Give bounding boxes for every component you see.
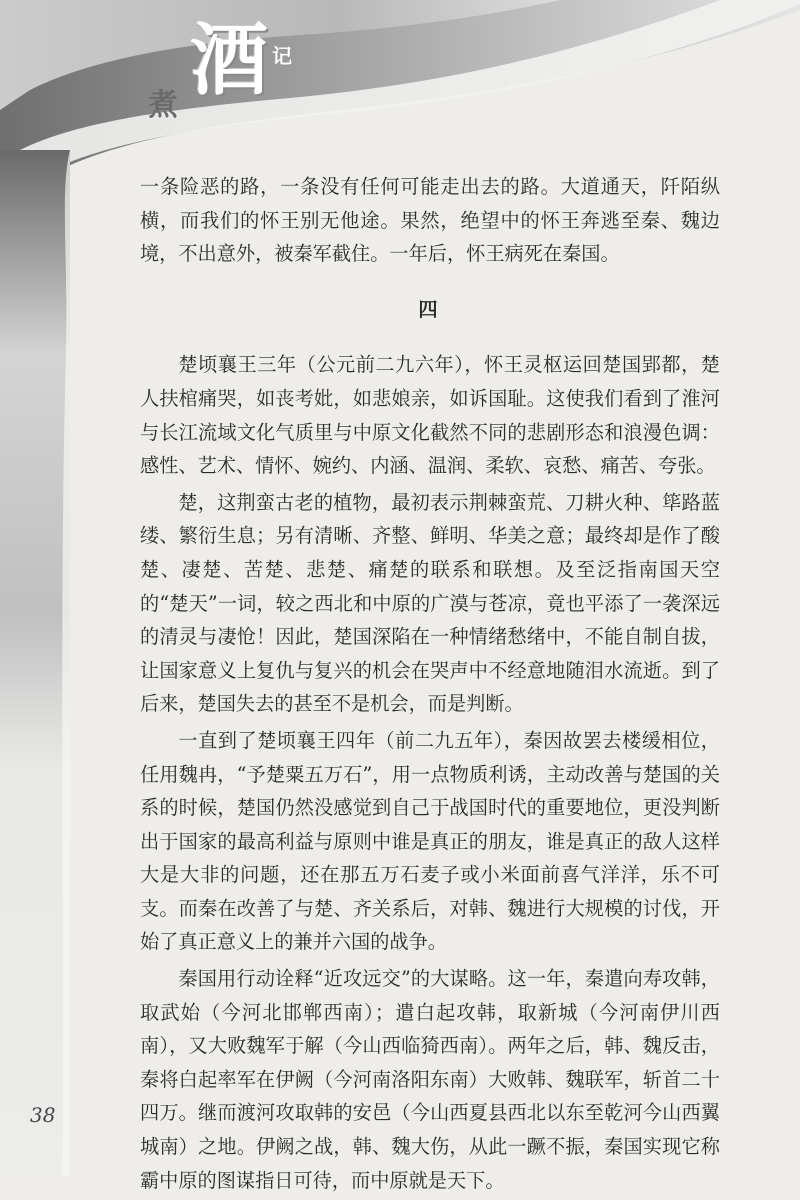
left-margin-texture [0,150,70,1176]
paragraph: 楚，这荆蛮古老的植物，最初表示荆棘蛮荒、刀耕火种、筚路蓝缕、繁衍生息；另有清晰、齐整、鲜明、华美之意；最终却是作了酸楚、凄楚、苦楚、悲楚、痛楚的联系和联想。及至泛指南国天空的“楚天”一词，较之西北和中原的广漠与苍凉，竟也平添了一袭深远的清灵与凄怆！因此，楚国深陷在一种情绪愁绪中，不能自制自拔，让国家意义上复仇与复兴的机会在哭声中不经意地随泪水流逝。到了后来，楚国失去的甚至不是机会，而是判断。 [140,490,720,716]
series-title-char-1: 煮 [148,88,178,123]
section-number: 四 [418,297,442,321]
paragraph: 一条险恶的路，一条没有任何可能走出去的路。大道通天，阡陌纵横，而我们的怀王别无他途。果然，绝望中的怀王奔逃至秦、魏边境，不出意外，被秦军截住。一年后，怀王病死在秦国。 [140,175,720,266]
paragraph: 秦国用行动诠释“近攻远交”的大谋略。这一年，秦遣向寿攻韩，取武始（今河北邯郸西南）；遣白起攻韩，取新城（今河南伊川西南），又大败魏军于解（今山西临猗西南）。两年之后，韩、魏反击，秦将白起率军在伊阙（今河南洛阳东南）大败韩、魏联军，斩首二十四万。继而渡河攻取韩的安邑（今山西夏县西北以东至乾河今山西翼城南）之地。伊阙之战，韩、魏大伤，从此一蹶不振，秦国实现它称霸中原的图谋指日可待，而中原就是天下。 [140,967,720,1192]
paragraph: 楚顷襄王三年（公元前二九六年），怀王灵枢运回楚国郢都，楚人扶棺痛哭，如丧考妣，如悲娘亲，如诉国耻。这使我们看到了淮河与长江流域文化气质里与中原文化截然不同的悲剧形态和浪漫色调：感性、艺术、情怀、婉约、内涵、温润、柔软、哀愁、痛苦、夸张。 [140,353,720,478]
page-number: 38 [30,1103,56,1127]
body-text [140,170,720,1200]
paragraph: 一直到了楚顷襄王四年（前二九五年），秦因故罢去楼缓相位，任用魏冉，“予楚粟五万石”，用一点物质利诱，主动改善与楚国的关系的时候，楚国仍然没感觉到自己于战国时代的重要地位，更没判断出于国家的最高利益与原则中谁是真正的朋友，谁是真正的敌人这样大是大非的问题，还在那五万石麦子或小米面前喜气洋洋，乐不可支。而秦在改善了与楚、齐关系后，对韩、魏进行大规模的讨伐，开始了真正意义上的兼并六国的战争。 [140,728,720,954]
series-title-main-char: 酒 [190,15,269,106]
series-title-char-3: 记 [272,44,292,68]
